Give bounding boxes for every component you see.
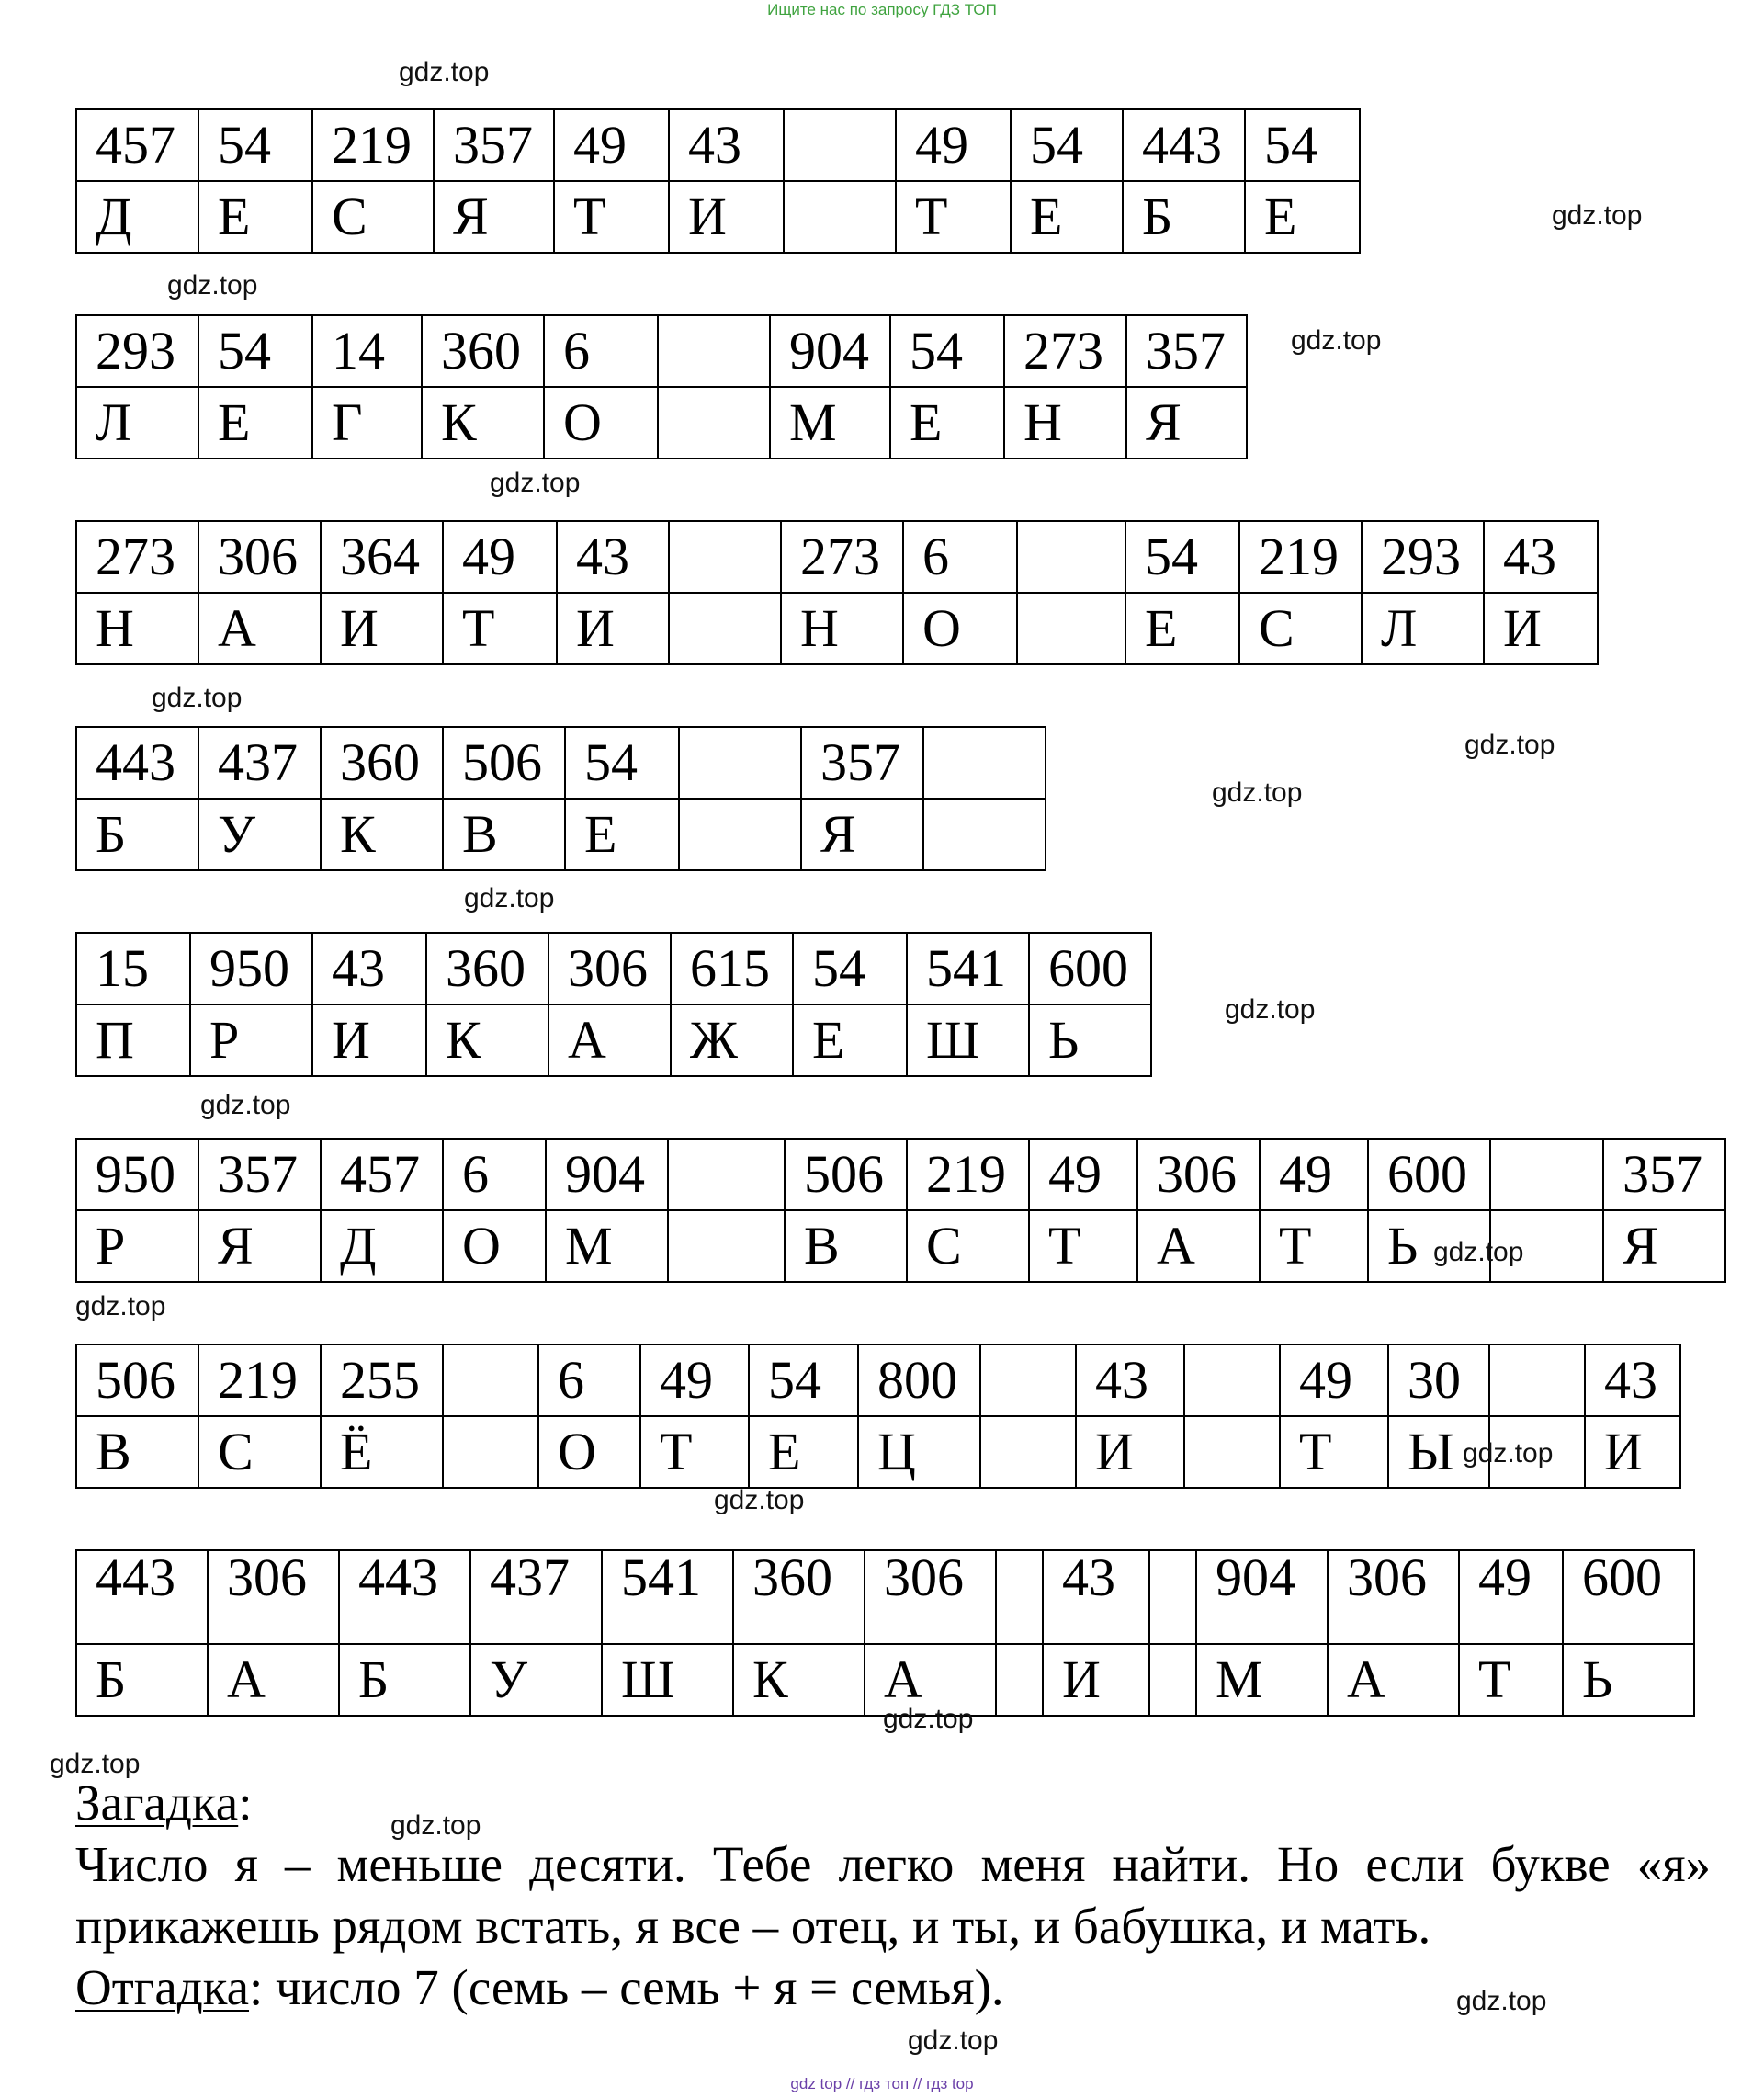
number-cell: [668, 1139, 785, 1210]
answer-line: [75, 1956, 1711, 2018]
letter-cell: [443, 1416, 538, 1488]
numbers-row: [76, 1139, 1725, 1210]
letter-cell: Е: [793, 1004, 907, 1076]
number-cell: [669, 521, 781, 593]
letters-row: [76, 387, 1247, 459]
letter-cell: Л: [1362, 593, 1484, 664]
number-cell: 437: [198, 727, 321, 799]
watermark-text: gdz.top: [1463, 1438, 1554, 1469]
number-cell: 49: [640, 1344, 749, 1416]
letter-cell: О: [538, 1416, 640, 1488]
riddle-block: [75, 1772, 1711, 2018]
letters-row: [76, 593, 1598, 664]
letter-cell: А: [1137, 1210, 1260, 1282]
number-cell: [679, 727, 801, 799]
letter-cell: Т: [1260, 1210, 1368, 1282]
letter-cell: [1017, 593, 1125, 664]
number-cell: 54: [749, 1344, 858, 1416]
cipher-table: [75, 1344, 1681, 1489]
number-cell: [1489, 1344, 1585, 1416]
watermark-text: gdz.top: [390, 1810, 481, 1841]
letter-cell: Н: [781, 593, 903, 664]
number-cell: 14: [312, 315, 422, 387]
number-cell: 506: [443, 727, 565, 799]
riddle-title: Загадка: [75, 1775, 239, 1831]
letter-cell: [996, 1644, 1043, 1716]
numbers-row: [76, 315, 1247, 387]
number-cell: 904: [770, 315, 890, 387]
letter-cell: Е: [198, 387, 312, 459]
letter-cell: Т: [443, 593, 557, 664]
letter-cell: С: [198, 1416, 321, 1488]
numbers-row: [76, 1344, 1680, 1416]
letter-cell: Ь: [1368, 1210, 1490, 1282]
letter-cell: Г: [312, 387, 422, 459]
number-cell: 6: [443, 1139, 546, 1210]
number-cell: 273: [1004, 315, 1126, 387]
cipher-table: [75, 520, 1599, 665]
number-cell: 54: [198, 109, 312, 181]
number-cell: 6: [538, 1344, 640, 1416]
number-cell: 443: [1123, 109, 1245, 181]
letter-cell: Т: [1459, 1644, 1563, 1716]
number-cell: 219: [907, 1139, 1029, 1210]
letter-cell: Т: [1280, 1416, 1388, 1488]
letter-cell: Р: [76, 1210, 198, 1282]
letter-cell: М: [1196, 1644, 1328, 1716]
number-cell: 437: [470, 1550, 602, 1644]
cipher-table: [75, 108, 1361, 254]
letter-cell: [679, 799, 801, 870]
number-cell: 43: [1076, 1344, 1184, 1416]
letter-cell: И: [321, 593, 443, 664]
number-cell: 293: [76, 315, 198, 387]
letter-cell: К: [426, 1004, 548, 1076]
letter-cell: И: [1585, 1416, 1680, 1488]
number-cell: 457: [321, 1139, 443, 1210]
cipher-table: [75, 726, 1046, 871]
numbers-row: [76, 933, 1151, 1004]
number-cell: [996, 1550, 1043, 1644]
letter-cell: К: [422, 387, 544, 459]
number-cell: 541: [602, 1550, 733, 1644]
letter-cell: С: [907, 1210, 1029, 1282]
number-cell: 43: [1484, 521, 1598, 593]
number-cell: 54: [565, 727, 679, 799]
letter-cell: Я: [801, 799, 923, 870]
watermark-text: gdz.top: [152, 683, 243, 713]
letter-cell: А: [865, 1644, 996, 1716]
letter-cell: А: [548, 1004, 671, 1076]
number-cell: 357: [1126, 315, 1247, 387]
number-cell: [443, 1344, 538, 1416]
letter-cell: А: [208, 1644, 339, 1716]
number-cell: 306: [1137, 1139, 1260, 1210]
watermark-text: gdz.top: [1291, 325, 1382, 356]
watermark-text: gdz.top: [1433, 1237, 1524, 1267]
number-cell: 360: [422, 315, 544, 387]
letter-cell: Д: [76, 181, 198, 253]
number-cell: 49: [1280, 1344, 1388, 1416]
letter-cell: Е: [1125, 593, 1239, 664]
number-cell: 541: [907, 933, 1029, 1004]
letter-cell: А: [1328, 1644, 1459, 1716]
letter-cell: С: [1239, 593, 1362, 664]
watermark-text: gdz.top: [883, 1704, 974, 1734]
number-cell: 54: [793, 933, 907, 1004]
number-cell: 6: [903, 521, 1017, 593]
watermark-text: gdz.top: [399, 57, 490, 87]
number-cell: [923, 727, 1046, 799]
letter-cell: И: [557, 593, 669, 664]
number-cell: 600: [1368, 1139, 1490, 1210]
number-cell: 357: [1603, 1139, 1725, 1210]
letter-cell: Я: [198, 1210, 321, 1282]
watermark-text: gdz.top: [75, 1291, 166, 1321]
letter-cell: Е: [890, 387, 1004, 459]
number-cell: 54: [1245, 109, 1360, 181]
number-cell: 43: [669, 109, 784, 181]
letter-cell: [1149, 1644, 1196, 1716]
letter-cell: Е: [1245, 181, 1360, 253]
number-cell: 506: [785, 1139, 907, 1210]
number-cell: 54: [198, 315, 312, 387]
letter-cell: Е: [1011, 181, 1123, 253]
number-cell: 49: [896, 109, 1011, 181]
letter-cell: Е: [565, 799, 679, 870]
number-cell: 54: [1011, 109, 1123, 181]
letter-cell: [668, 1210, 785, 1282]
number-cell: 54: [1125, 521, 1239, 593]
number-cell: [784, 109, 896, 181]
letter-cell: Н: [1004, 387, 1126, 459]
number-cell: 306: [198, 521, 321, 593]
number-cell: 219: [1239, 521, 1362, 593]
number-cell: 255: [321, 1344, 443, 1416]
riddle-line-2: прикажешь рядом встать, я все – отец, и ты, и бабушка, и мать.: [75, 1898, 1431, 1954]
letter-cell: Л: [76, 387, 198, 459]
number-cell: 49: [1260, 1139, 1368, 1210]
number-cell: [1184, 1344, 1280, 1416]
answer-text: : число 7 (семь – семь + я = семья).: [249, 1959, 1004, 2015]
letter-cell: [658, 387, 770, 459]
letter-cell: В: [76, 1416, 198, 1488]
number-cell: 30: [1388, 1344, 1489, 1416]
letter-cell: С: [312, 181, 434, 253]
footer-note: gdz top // гдз топ // гдз top: [790, 2075, 974, 2092]
letter-cell: К: [321, 799, 443, 870]
number-cell: [658, 315, 770, 387]
number-cell: 54: [890, 315, 1004, 387]
letter-cell: Т: [640, 1416, 749, 1488]
letters-row: [76, 181, 1360, 253]
number-cell: [980, 1344, 1076, 1416]
number-cell: 904: [1196, 1550, 1328, 1644]
letter-cell: [923, 799, 1046, 870]
number-cell: 43: [312, 933, 426, 1004]
number-cell: 6: [544, 315, 658, 387]
watermark-text: gdz.top: [1212, 777, 1303, 808]
numbers-row: [76, 521, 1598, 593]
letter-cell: А: [198, 593, 321, 664]
letter-cell: М: [546, 1210, 668, 1282]
number-cell: 273: [781, 521, 903, 593]
numbers-row: [76, 727, 1046, 799]
letter-cell: Ш: [602, 1644, 733, 1716]
letter-cell: Ш: [907, 1004, 1029, 1076]
letter-cell: К: [733, 1644, 865, 1716]
number-cell: 506: [76, 1344, 198, 1416]
letter-cell: Т: [896, 181, 1011, 253]
letters-row: [76, 1004, 1151, 1076]
watermark-text: gdz.top: [1456, 1986, 1547, 2016]
number-cell: 49: [1029, 1139, 1137, 1210]
letter-cell: О: [443, 1210, 546, 1282]
letter-cell: Б: [339, 1644, 470, 1716]
number-cell: 273: [76, 521, 198, 593]
letter-cell: У: [470, 1644, 602, 1716]
number-cell: 600: [1563, 1550, 1694, 1644]
letter-cell: И: [1484, 593, 1598, 664]
letter-cell: В: [785, 1210, 907, 1282]
letter-cell: [669, 593, 781, 664]
watermark-text: gdz.top: [50, 1749, 141, 1779]
header-note: Ищите нас по запросу ГДЗ ТОП: [767, 1, 997, 18]
letter-cell: Я: [1126, 387, 1247, 459]
number-cell: [1149, 1550, 1196, 1644]
letter-cell: Р: [190, 1004, 312, 1076]
letter-cell: О: [903, 593, 1017, 664]
letter-cell: Ы: [1388, 1416, 1489, 1488]
letter-cell: И: [312, 1004, 426, 1076]
letter-cell: Ь: [1029, 1004, 1151, 1076]
watermark-text: gdz.top: [200, 1090, 291, 1120]
number-cell: 800: [858, 1344, 980, 1416]
number-cell: 219: [312, 109, 434, 181]
letters-row: [76, 1416, 1680, 1488]
watermark-text: gdz.top: [714, 1485, 805, 1515]
letter-cell: В: [443, 799, 565, 870]
cipher-table: [75, 932, 1152, 1077]
number-cell: 950: [190, 933, 312, 1004]
number-cell: 904: [546, 1139, 668, 1210]
letter-cell: Т: [1029, 1210, 1137, 1282]
letter-cell: Ь: [1563, 1644, 1694, 1716]
letter-cell: Н: [76, 593, 198, 664]
number-cell: 950: [76, 1139, 198, 1210]
letter-cell: Т: [554, 181, 669, 253]
letter-cell: П: [76, 1004, 190, 1076]
letter-cell: Я: [1603, 1210, 1725, 1282]
riddle-line-1: Число я – меньше десяти. Тебе легко меня найти. Но если букве «я»: [75, 1836, 1711, 1892]
cipher-table: [75, 314, 1248, 459]
number-cell: 357: [198, 1139, 321, 1210]
number-cell: 49: [1459, 1550, 1563, 1644]
watermark-text: gdz.top: [167, 270, 258, 301]
watermark-text: gdz.top: [1464, 730, 1555, 760]
letter-cell: Е: [749, 1416, 858, 1488]
number-cell: 360: [321, 727, 443, 799]
number-cell: 49: [554, 109, 669, 181]
number-cell: 443: [339, 1550, 470, 1644]
number-cell: 43: [1043, 1550, 1149, 1644]
number-cell: 443: [76, 727, 198, 799]
number-cell: 360: [733, 1550, 865, 1644]
riddle-title-line: [75, 1772, 1711, 1833]
letter-cell: [1184, 1416, 1280, 1488]
letter-cell: И: [1076, 1416, 1184, 1488]
number-cell: 443: [76, 1550, 208, 1644]
riddle-title-colon: :: [238, 1775, 253, 1831]
letter-cell: Б: [76, 799, 198, 870]
number-cell: 457: [76, 109, 198, 181]
number-cell: 357: [434, 109, 554, 181]
numbers-row: [76, 109, 1360, 181]
watermark-text: gdz.top: [464, 883, 555, 913]
number-cell: 49: [443, 521, 557, 593]
number-cell: 15: [76, 933, 190, 1004]
number-cell: 615: [671, 933, 793, 1004]
letter-cell: О: [544, 387, 658, 459]
number-cell: 600: [1029, 933, 1151, 1004]
letter-cell: И: [1043, 1644, 1149, 1716]
letter-cell: Ж: [671, 1004, 793, 1076]
number-cell: 364: [321, 521, 443, 593]
letter-cell: Ц: [858, 1416, 980, 1488]
letter-cell: Б: [76, 1644, 208, 1716]
number-cell: 306: [865, 1550, 996, 1644]
letter-cell: Б: [1123, 181, 1245, 253]
numbers-row: [76, 1550, 1694, 1644]
number-cell: 293: [1362, 521, 1484, 593]
number-cell: 306: [548, 933, 671, 1004]
answer-label: Отгадка: [75, 1959, 250, 2015]
number-cell: 306: [208, 1550, 339, 1644]
number-cell: 357: [801, 727, 923, 799]
letter-cell: М: [770, 387, 890, 459]
letter-cell: И: [669, 181, 784, 253]
number-cell: 219: [198, 1344, 321, 1416]
letter-cell: Я: [434, 181, 554, 253]
letter-cell: [980, 1416, 1076, 1488]
letters-row: [76, 799, 1046, 870]
letter-cell: Ё: [321, 1416, 443, 1488]
letter-cell: У: [198, 799, 321, 870]
watermark-text: gdz.top: [908, 2025, 999, 2056]
number-cell: 306: [1328, 1550, 1459, 1644]
watermark-text: gdz.top: [1225, 994, 1316, 1025]
number-cell: [1017, 521, 1125, 593]
number-cell: 43: [557, 521, 669, 593]
number-cell: 43: [1585, 1344, 1680, 1416]
letter-cell: [784, 181, 896, 253]
cipher-table: [75, 1549, 1695, 1717]
watermark-text: gdz.top: [1552, 200, 1643, 231]
number-cell: 360: [426, 933, 548, 1004]
number-cell: [1490, 1139, 1603, 1210]
watermark-text: gdz.top: [490, 468, 581, 498]
letter-cell: Д: [321, 1210, 443, 1282]
letter-cell: Е: [198, 181, 312, 253]
